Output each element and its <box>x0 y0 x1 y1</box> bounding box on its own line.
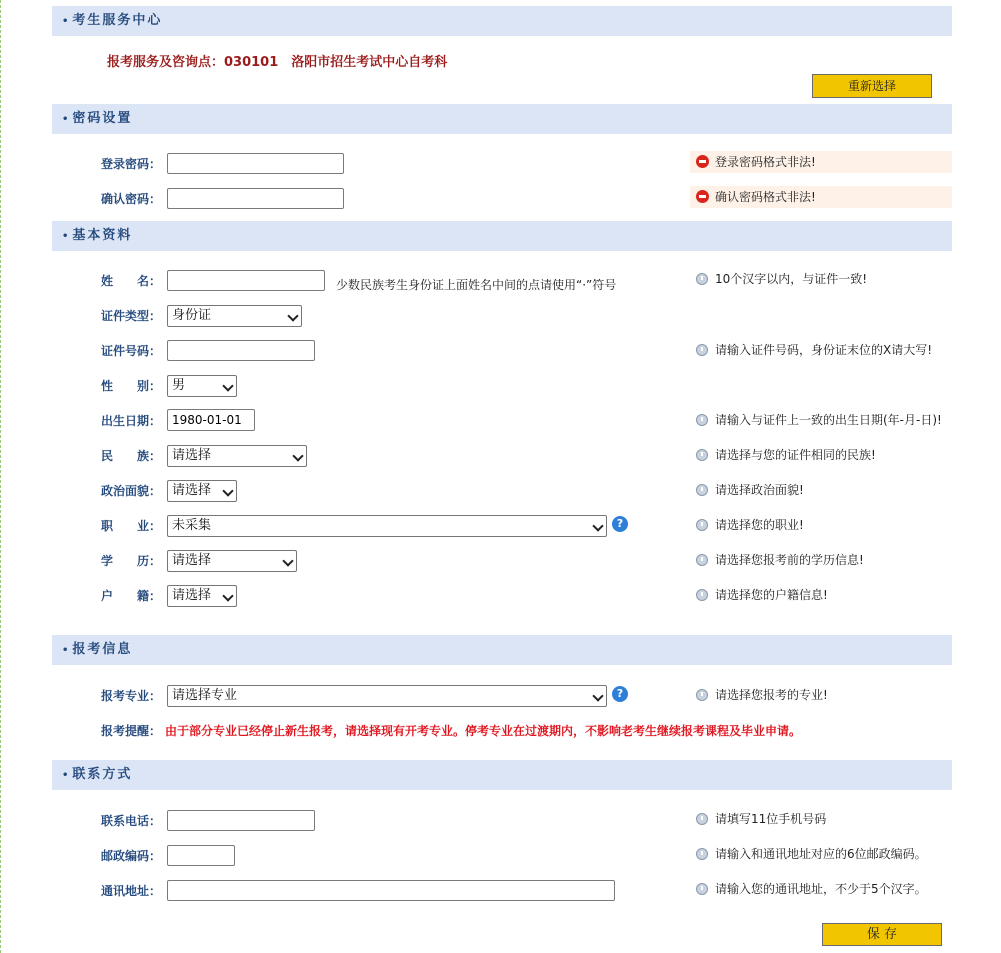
section-contact <box>52 760 952 790</box>
chevron-down-icon <box>287 310 298 321</box>
id-type-select[interactable] <box>167 305 302 327</box>
info-icon <box>696 689 708 701</box>
phone-label: 联系电话： <box>101 814 162 828</box>
chevron-down-icon <box>222 380 233 391</box>
login-password-error <box>690 151 952 173</box>
section-bullet: • <box>62 231 69 242</box>
chevron-down-icon <box>292 450 303 461</box>
error-text: 确认密码格式非法! <box>715 190 816 204</box>
select-value: 请选择专业 <box>172 688 238 703</box>
phone-hint <box>696 810 826 828</box>
hint-text: 请选择您报考前的学历信息! <box>715 553 864 567</box>
hukou-hint <box>696 586 828 604</box>
id-number-label: 证件号码： <box>101 344 162 358</box>
select-value: 请选择 <box>172 483 212 498</box>
zip-label: 邮政编码： <box>101 849 162 863</box>
confirm-password-input[interactable] <box>167 188 344 209</box>
info-icon <box>696 848 708 860</box>
error-icon <box>696 155 709 168</box>
major-help-icon[interactable]: ? <box>612 686 628 702</box>
phone-input[interactable] <box>167 810 315 831</box>
select-value: 未采集 <box>172 518 212 533</box>
education-select[interactable] <box>167 550 297 572</box>
hint-text: 请输入与证件上一致的出生日期(年-月-日)! <box>715 413 942 427</box>
section-title: 考生服务中心 <box>72 13 163 28</box>
education-hint <box>696 551 864 569</box>
chevron-down-icon <box>222 590 233 601</box>
ethnic-select[interactable] <box>167 445 307 467</box>
confirm-password-error <box>690 186 952 208</box>
info-icon <box>696 813 708 825</box>
chevron-down-icon <box>282 555 293 566</box>
page-left-border <box>0 0 2 953</box>
login-password-label: 登录密码： <box>101 157 162 171</box>
birth-date-hint <box>696 411 942 429</box>
id-type-label: 证件类型： <box>101 309 162 323</box>
select-value: 请选择 <box>172 448 212 463</box>
service-point-info: 报考服务及咨询点：030101 洛阳市招生考试中心自考科 <box>107 55 448 70</box>
info-icon <box>696 449 708 461</box>
section-title: 报考信息 <box>72 642 133 657</box>
hint-text: 请选择您的职业! <box>715 518 804 532</box>
info-icon <box>696 883 708 895</box>
select-value: 请选择 <box>172 553 212 568</box>
hint-text: 请选择与您的证件相同的民族! <box>715 448 876 462</box>
id-number-hint <box>696 341 932 359</box>
hint-text: 请输入证件号码，身份证末位的X请大写! <box>715 343 933 357</box>
major-select[interactable] <box>167 685 607 707</box>
chevron-down-icon <box>592 520 603 531</box>
section-title: 联系方式 <box>72 767 133 782</box>
section-bullet: • <box>62 770 69 781</box>
login-password-input[interactable] <box>167 153 344 174</box>
birth-date-label: 出生日期： <box>101 414 162 428</box>
ethnic-hint <box>696 446 876 464</box>
section-bullet: • <box>62 645 69 656</box>
job-label: 职 业： <box>101 519 162 533</box>
section-basic-info <box>52 221 952 251</box>
hint-text: 10个汉字以内，与证件一致! <box>715 272 868 286</box>
info-icon <box>696 554 708 566</box>
info-icon <box>696 484 708 496</box>
section-title: 密码设置 <box>72 111 133 126</box>
chevron-down-icon <box>222 485 233 496</box>
info-icon <box>696 273 708 285</box>
politics-hint <box>696 481 804 499</box>
job-help-icon[interactable]: ? <box>612 516 628 532</box>
confirm-password-label: 确认密码： <box>101 192 162 206</box>
select-value: 请选择 <box>172 588 212 603</box>
zip-input[interactable] <box>167 845 235 866</box>
hint-text: 请填写11位手机号码 <box>715 812 827 826</box>
hukou-select[interactable] <box>167 585 237 607</box>
reselect-button[interactable]: 重新选择 <box>812 74 932 98</box>
hint-text: 请选择政治面貌! <box>715 483 804 497</box>
select-value: 男 <box>172 378 186 393</box>
job-select[interactable] <box>167 515 607 537</box>
section-bullet: • <box>62 114 69 125</box>
section-service-center <box>52 6 952 36</box>
name-hint <box>696 270 867 288</box>
hint-text: 请输入和通讯地址对应的6位邮政编码。 <box>715 847 927 861</box>
name-note: 少数民族考生身份证上面姓名中间的点请使用“·”符号 <box>336 278 617 292</box>
politics-select[interactable] <box>167 480 237 502</box>
notice-text: 由于部分专业已经停止新生报考，请选择现有开考专业。停考专业在过渡期内，不影响老考生继续报考课程及毕业申请。 <box>165 724 802 738</box>
job-hint <box>696 516 804 534</box>
address-label: 通讯地址： <box>101 884 162 898</box>
section-password <box>52 104 952 134</box>
hint-text: 请选择您的户籍信息! <box>715 588 828 602</box>
ethnic-label: 民 族： <box>101 449 162 463</box>
birth-date-input[interactable] <box>167 409 255 431</box>
major-label: 报考专业： <box>101 689 162 703</box>
info-icon <box>696 519 708 531</box>
address-hint <box>696 880 927 898</box>
section-bullet: • <box>62 16 69 27</box>
politics-label: 政治面貌： <box>101 484 162 498</box>
error-icon <box>696 190 709 203</box>
notice-label: 报考提醒： <box>101 724 162 738</box>
gender-label: 性 别： <box>101 379 162 393</box>
chevron-down-icon <box>592 690 603 701</box>
name-input[interactable] <box>167 270 325 291</box>
section-exam-info <box>52 635 952 665</box>
major-hint <box>696 686 828 704</box>
hint-text: 请选择您报考的专业! <box>715 688 828 702</box>
hint-text: 请输入您的通讯地址，不少于5个汉字。 <box>715 882 927 896</box>
info-icon <box>696 589 708 601</box>
education-label: 学 历： <box>101 554 162 568</box>
gender-select[interactable] <box>167 375 237 397</box>
error-text: 登录密码格式非法! <box>715 155 816 169</box>
save-button[interactable]: 保 存 <box>822 923 942 946</box>
section-title: 基本资料 <box>72 228 133 243</box>
address-input[interactable] <box>167 880 615 901</box>
select-value: 身份证 <box>172 308 212 323</box>
name-label: 姓 名： <box>101 274 162 288</box>
id-number-input[interactable] <box>167 340 315 361</box>
zip-hint <box>696 845 927 863</box>
info-icon <box>696 414 708 426</box>
hukou-label: 户 籍： <box>101 589 162 603</box>
info-icon <box>696 344 708 356</box>
